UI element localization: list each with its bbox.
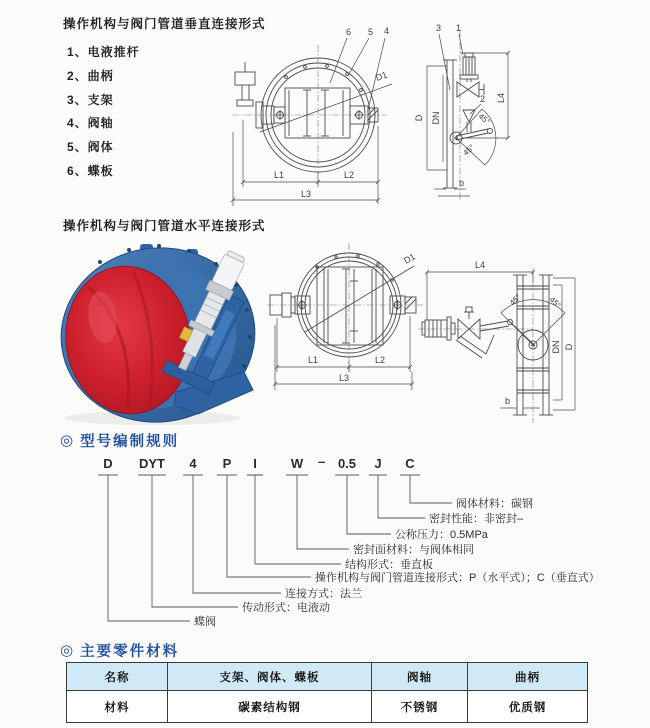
horizontal-side-view-drawing	[416, 250, 588, 428]
header-cell: 支架、阀体、蝶板	[168, 663, 372, 691]
dim-d1: D1	[402, 251, 418, 266]
code-letter: 0.5	[337, 456, 357, 471]
angle-right: 45°	[547, 295, 563, 310]
callout-6: 6	[346, 27, 352, 37]
code-label: 传动形式：电液动	[242, 602, 330, 614]
code-letter: C	[405, 456, 415, 471]
materials-table	[66, 662, 588, 723]
callout-5: 5	[368, 27, 374, 37]
vertical-connection-title: 操作机构与阀门管道垂直连接形式	[63, 17, 266, 31]
dim-b: b	[459, 178, 465, 188]
dim-l4: L4	[496, 92, 506, 104]
code-dash: –	[318, 454, 326, 469]
materials-title: 主要零件材料	[80, 644, 180, 660]
dim-d: D	[414, 114, 424, 122]
angle-left: 45°	[508, 292, 523, 308]
parts-list	[67, 41, 140, 184]
parts-list-item: 4、阀轴	[67, 116, 114, 131]
parts-list-item: 3、支架	[67, 92, 114, 107]
vertical-side-view-drawing	[410, 18, 528, 213]
dim-l4: L4	[474, 260, 486, 270]
section-bullet-icon: ◎	[60, 642, 74, 659]
angle-lower: 45°	[461, 142, 477, 158]
code-letter: W	[290, 456, 304, 471]
dim-dn: DN	[551, 340, 561, 354]
dim-l1: L1	[273, 170, 285, 180]
code-letter: DYT	[139, 456, 165, 471]
model-rules-header	[60, 430, 179, 451]
code-label: 公称压力：0.5MPa	[395, 529, 488, 541]
code-label: 蝶阀	[194, 616, 216, 628]
code-letter: I	[253, 456, 257, 471]
dim-d: D	[564, 343, 574, 351]
dim-b: b	[505, 396, 511, 406]
code-letter: J	[374, 456, 382, 471]
materials-table-row	[67, 691, 588, 723]
dim-l2: L2	[343, 170, 355, 180]
butterfly-valve-photo	[48, 242, 268, 427]
code-label: 密封面材料：与阀体相同	[353, 544, 474, 556]
code-label: 阀体材料：碳钢	[456, 498, 533, 510]
dim-l2: L2	[374, 355, 386, 365]
horizontal-connection-title: 操作机构与阀门管道水平连接形式	[63, 219, 266, 233]
dim-l1: L1	[307, 355, 319, 365]
code-label: 连接方式：法兰	[285, 588, 362, 600]
code-label: 密封性能：非密封–	[429, 513, 524, 525]
body-cell: 碳素结构钢	[168, 691, 372, 723]
callout-4: 4	[384, 26, 390, 36]
code-letter: D	[103, 456, 113, 471]
callout-1: 1	[456, 23, 462, 33]
body-cell: 不锈钢	[372, 691, 468, 723]
header-cell: 曲柄	[468, 663, 588, 691]
callout-3: 3	[436, 23, 442, 33]
header-cell: 名称	[67, 663, 168, 691]
parts-list-item: 6、蝶板	[67, 163, 114, 178]
callout-2: 2	[480, 94, 486, 104]
angle-upper: 45°	[476, 111, 492, 127]
body-cell: 材料	[67, 691, 168, 723]
parts-list-item: 5、阀体	[67, 140, 114, 155]
vertical-front-view-drawing	[222, 20, 394, 210]
code-label: 操作机构与阀门管道连接形式：P（水平式）；C（垂直式）	[315, 572, 600, 584]
dim-l3: L3	[300, 189, 312, 199]
model-rules-title: 型号编制规则	[80, 434, 180, 450]
header-cell: 阀轴	[372, 663, 468, 691]
code-letter: 4	[189, 456, 197, 471]
code-letter: P	[222, 456, 232, 471]
horizontal-front-view-drawing	[264, 240, 426, 398]
dim-d1: D1	[374, 69, 389, 83]
dim-dn: DN	[431, 111, 441, 125]
model-code-diagram	[60, 450, 645, 635]
body-cell: 优质钢	[468, 691, 588, 723]
dim-l3: L3	[338, 373, 350, 383]
parts-list-item: 2、曲柄	[67, 68, 114, 83]
materials-header	[60, 640, 179, 661]
code-label: 结构形式：垂直板	[345, 559, 433, 571]
materials-table-header-row	[67, 663, 588, 691]
section-bullet-icon: ◎	[60, 432, 74, 449]
parts-list-item: 1、电液推杆	[67, 45, 140, 59]
